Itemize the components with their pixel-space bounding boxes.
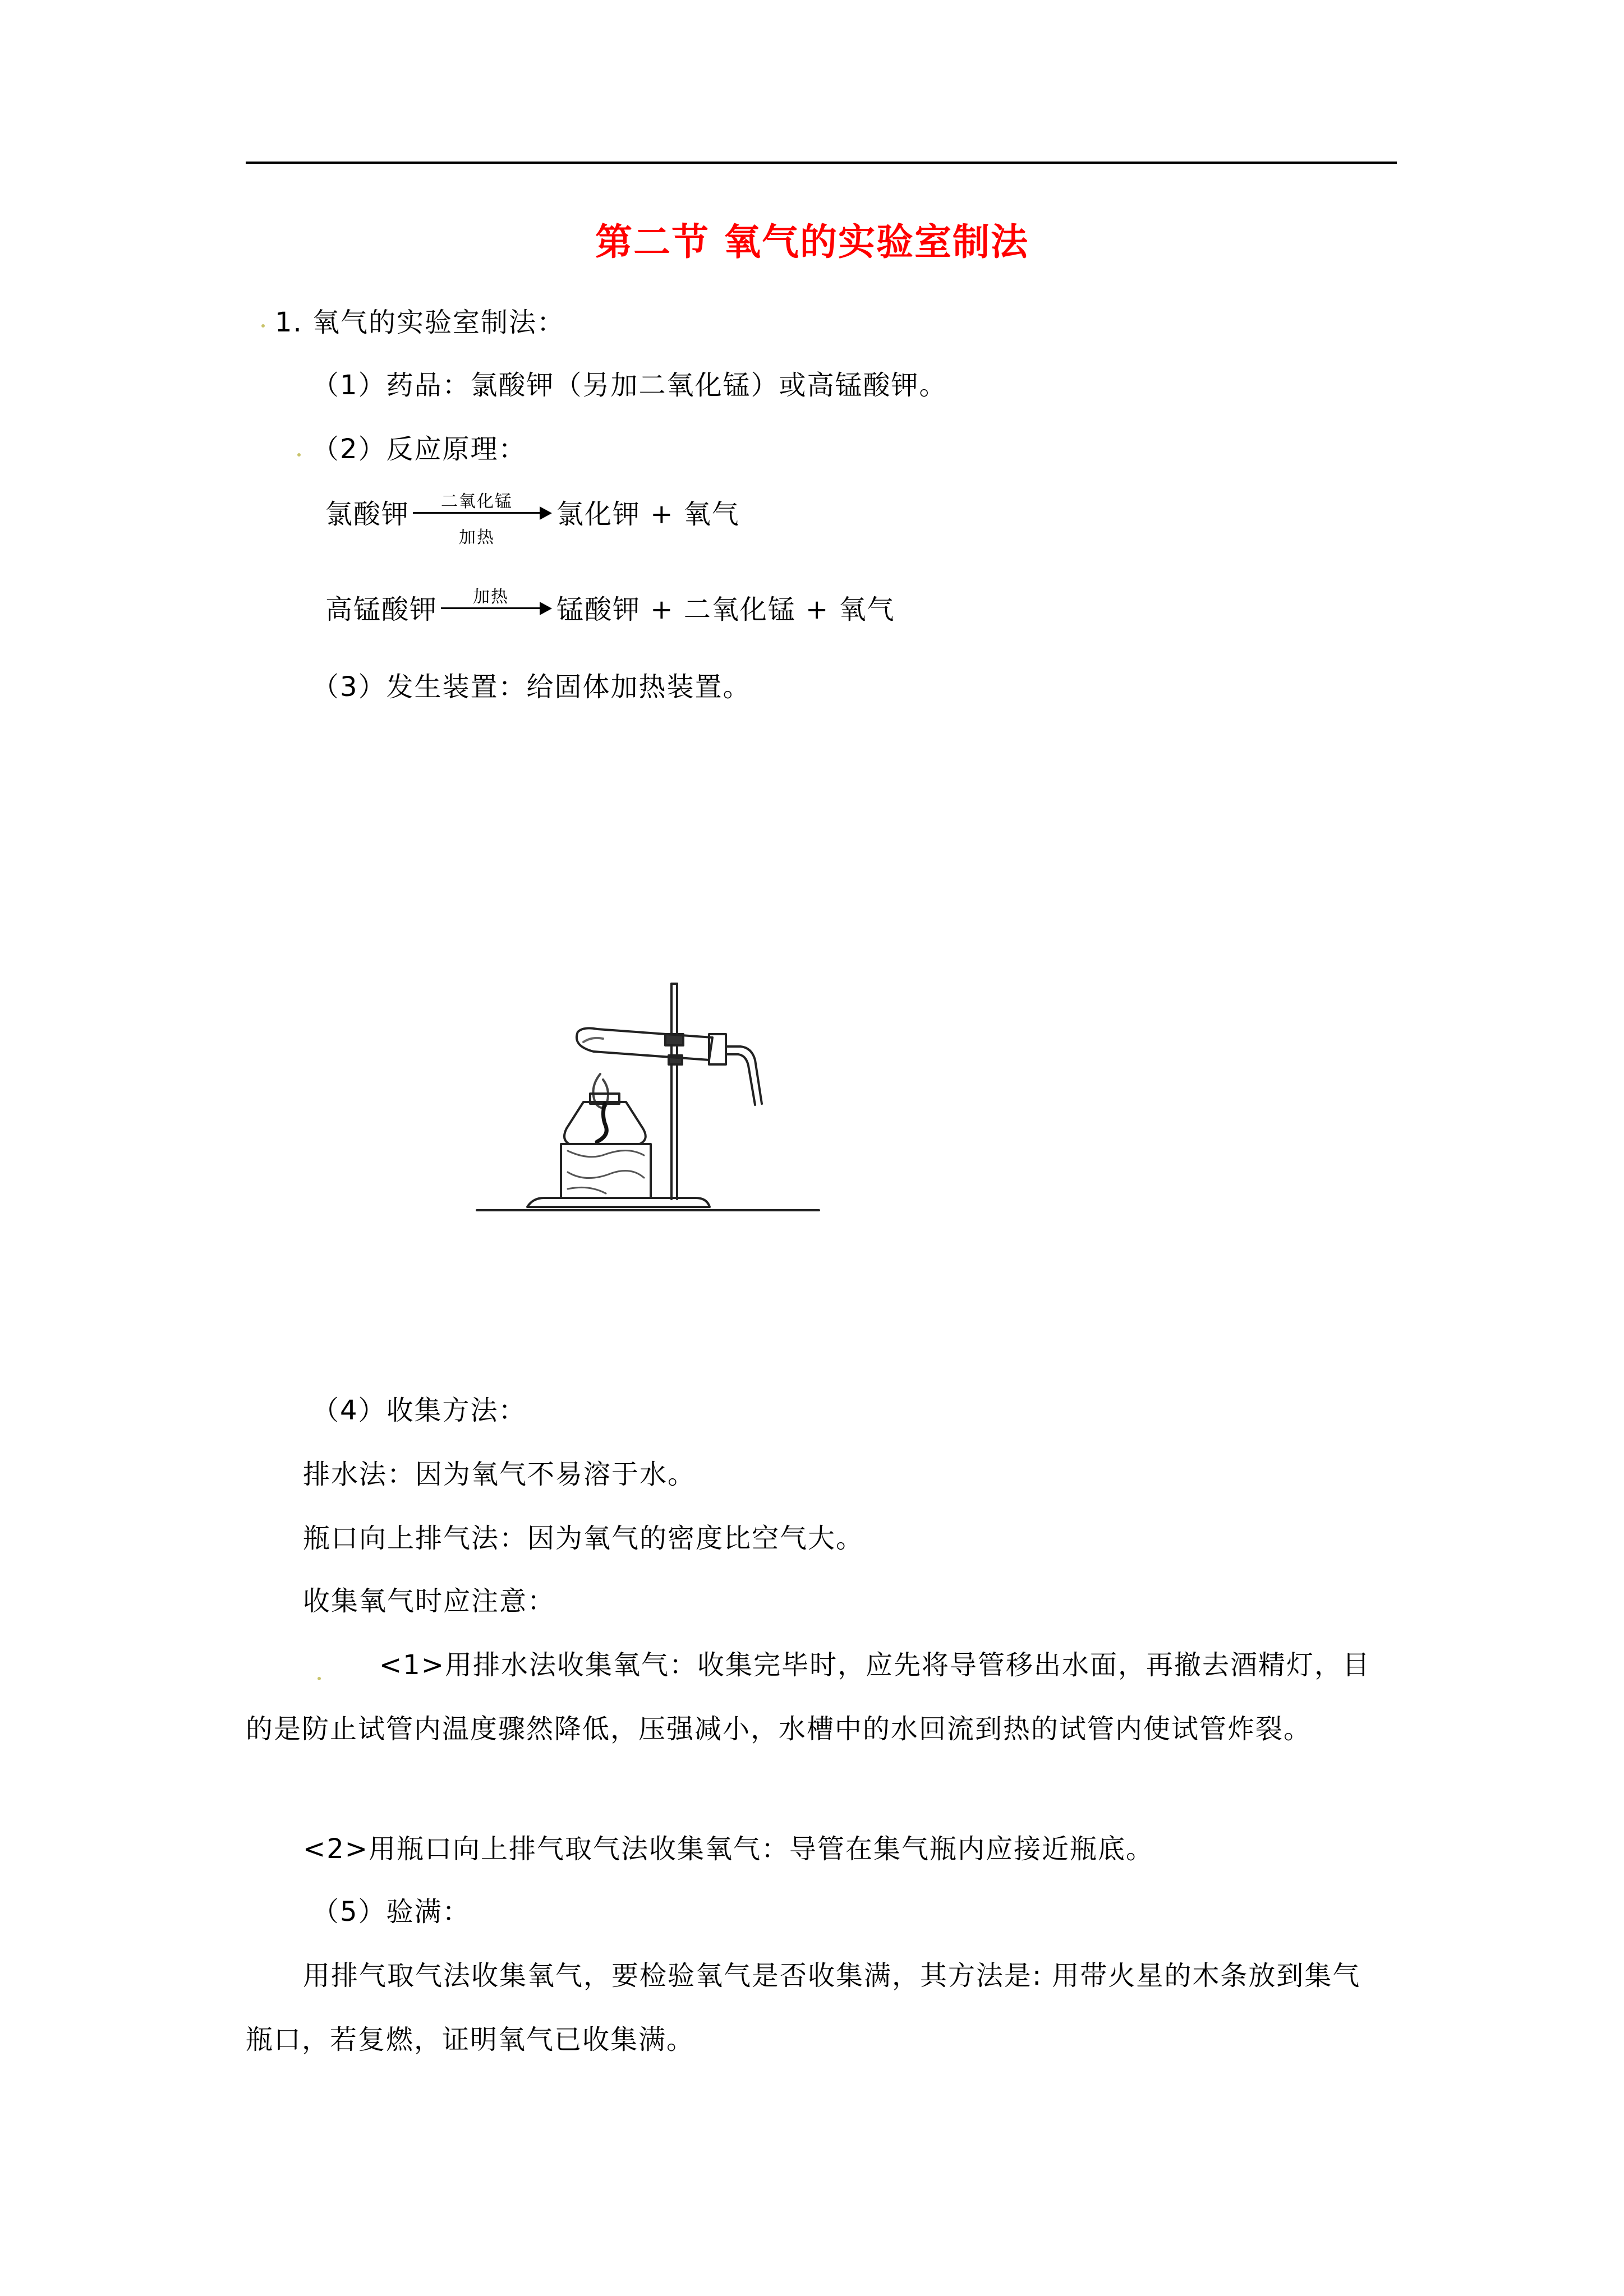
check-line1: 用排气取气法收集氧气，要检验氧气是否收集满，其方法是: 用带火星的木条放到集气	[303, 1960, 1361, 1991]
reaction-arrow	[413, 491, 553, 547]
method-water: 排水法：因为氧气不易溶于水。	[303, 1459, 696, 1490]
item-drugs: （1）药品：氯酸钾（另加二氧化锰）或高锰酸钾。	[312, 370, 947, 401]
note1-line2: 的是防止试管内温度骤然降低，压强减小，水槽中的水回流到热的试管内使试管炸裂。	[246, 1713, 1312, 1745]
item-collection: （4）收集方法：	[312, 1395, 527, 1426]
reaction-equation-2	[325, 588, 895, 626]
decorative-dot	[261, 324, 265, 328]
item-apparatus: （3）发生装置：给固体加热装置。	[312, 671, 751, 703]
catalyst-label: 二氧化锰	[441, 491, 513, 511]
note1-line1: <1>用排水法收集氧气：收集完毕时，应先将导管移出水面，再撤去酒精灯，目	[379, 1649, 1370, 1681]
heat-label: 加热	[473, 587, 509, 607]
reactant: 高锰酸钾	[325, 594, 438, 625]
decorative-dot	[318, 1677, 321, 1680]
reactant: 氯酸钾	[325, 499, 410, 530]
notes-heading: 收集氧气时应注意：	[303, 1585, 556, 1617]
header-rule	[246, 162, 1397, 164]
method-upward-air: 瓶口向上排气法：因为氧气的密度比空气大。	[303, 1523, 864, 1554]
reaction-arrow	[441, 587, 553, 624]
item-check-full: （5）验满：	[312, 1896, 471, 1928]
item-principle: （2）反应原理：	[312, 434, 527, 465]
products: 锰酸钾 + 二氧化锰 + 氧气	[556, 594, 895, 625]
section-heading: 1. 氧气的实验室制法：	[275, 307, 565, 338]
decorative-dot	[297, 453, 301, 457]
page-title: 第二节 氧气的实验室制法	[595, 220, 1029, 264]
check-line2: 瓶口，若复燃，证明氧气已收集满。	[246, 2024, 695, 2055]
products: 氯化钾 + 氧气	[556, 499, 740, 530]
reaction-equation-1	[325, 491, 740, 547]
heating-apparatus-illustration	[471, 976, 830, 1223]
heat-label: 加热	[459, 527, 495, 547]
note2: <2>用瓶口向上排气取气法收集氧气：导管在集气瓶内应接近瓶底。	[303, 1833, 1154, 1865]
